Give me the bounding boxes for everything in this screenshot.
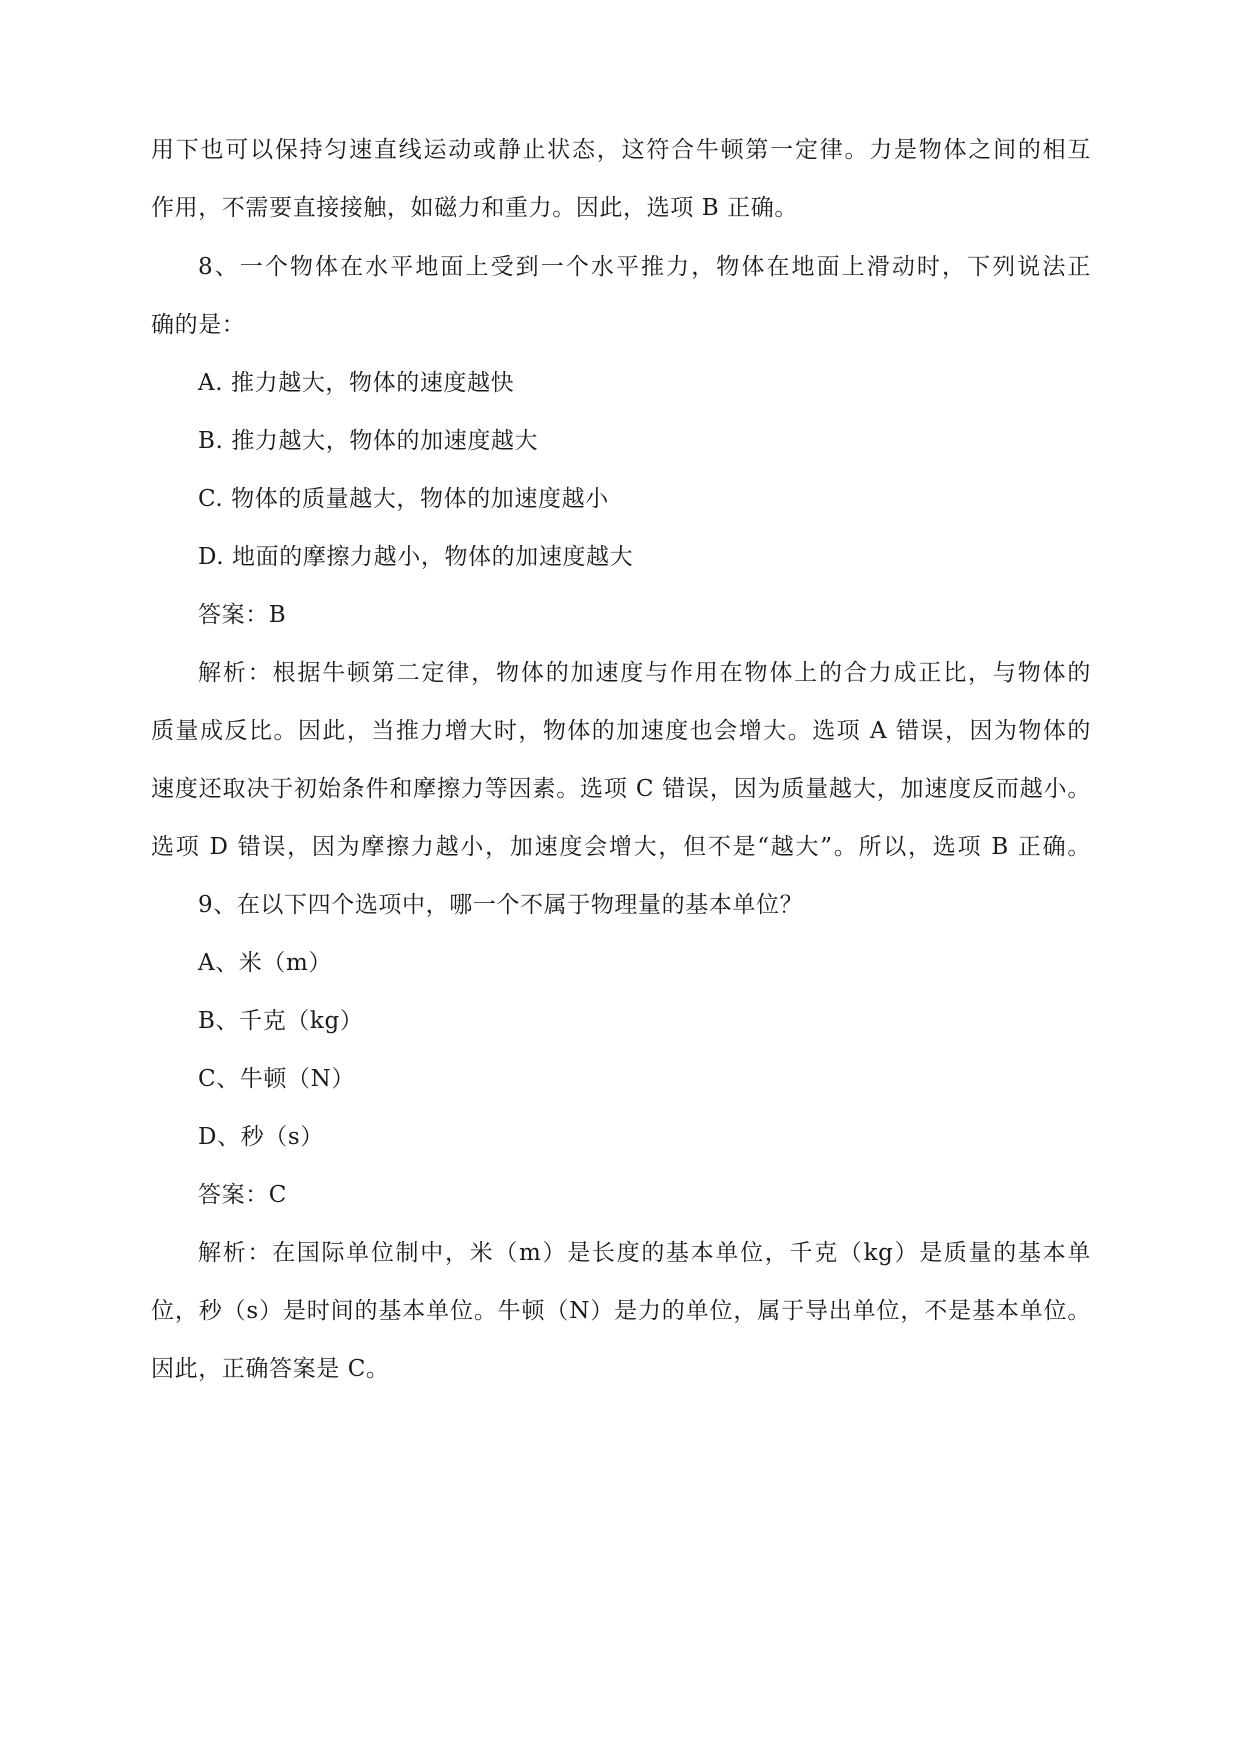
q8-option-a: A. 推力越大，物体的速度越快: [198, 370, 515, 396]
q9-option-a: A、米（m）: [198, 950, 333, 976]
prev-explanation-line-1: 用下也可以保持匀速直线运动或静止状态，这符合牛顿第一定律。力是物体之间的相互: [151, 137, 1091, 163]
q9-answer: 答案：C: [198, 1182, 287, 1208]
q8-explanation-line-1: 解析：根据牛顿第二定律，物体的加速度与作用在物体上的合力成正比，与物体的: [198, 660, 1091, 686]
q9-option-c: C、牛顿（N）: [198, 1066, 355, 1092]
q8-explanation-line-4: 选项 D 错误，因为摩擦力越小，加速度会增大，但不是“越大”。所以，选项 B 正确。: [151, 834, 1091, 860]
q9-explanation-line-3: 因此，正确答案是 C。: [151, 1356, 390, 1382]
q8-option-c: C. 物体的质量越大，物体的加速度越小: [198, 486, 609, 512]
q8-option-b: B. 推力越大，物体的加速度越大: [198, 428, 539, 454]
q8-explanation-line-2: 质量成反比。因此，当推力增大时，物体的加速度也会增大。选项 A 错误，因为物体的: [151, 718, 1091, 744]
q9-explanation-line-2: 位，秒（s）是时间的基本单位。牛顿（N）是力的单位，属于导出单位，不是基本单位。: [151, 1298, 1091, 1324]
q8-explanation-line-3: 速度还取决于初始条件和摩擦力等因素。选项 C 错误，因为质量越大，加速度反而越小。: [151, 776, 1091, 802]
q8-answer: 答案：B: [198, 602, 287, 628]
q9-stem: 9、在以下四个选项中，哪一个不属于物理量的基本单位？: [198, 892, 804, 918]
q9-option-b: B、千克（kg）: [198, 1008, 364, 1034]
q8-stem-line-2: 确的是：: [151, 312, 246, 338]
prev-explanation-line-2: 作用，不需要直接接触，如磁力和重力。因此，选项 B 正确。: [151, 195, 798, 221]
q8-stem-line-1: 8、一个物体在水平地面上受到一个水平推力，物体在地面上滑动时，下列说法正: [198, 254, 1091, 280]
q9-option-d: D、秒（s）: [198, 1124, 324, 1150]
q8-option-d: D. 地面的摩擦力越小，物体的加速度越大: [198, 544, 634, 570]
q9-explanation-line-1: 解析：在国际单位制中，米（m）是长度的基本单位，千克（kg）是质量的基本单: [198, 1240, 1091, 1266]
